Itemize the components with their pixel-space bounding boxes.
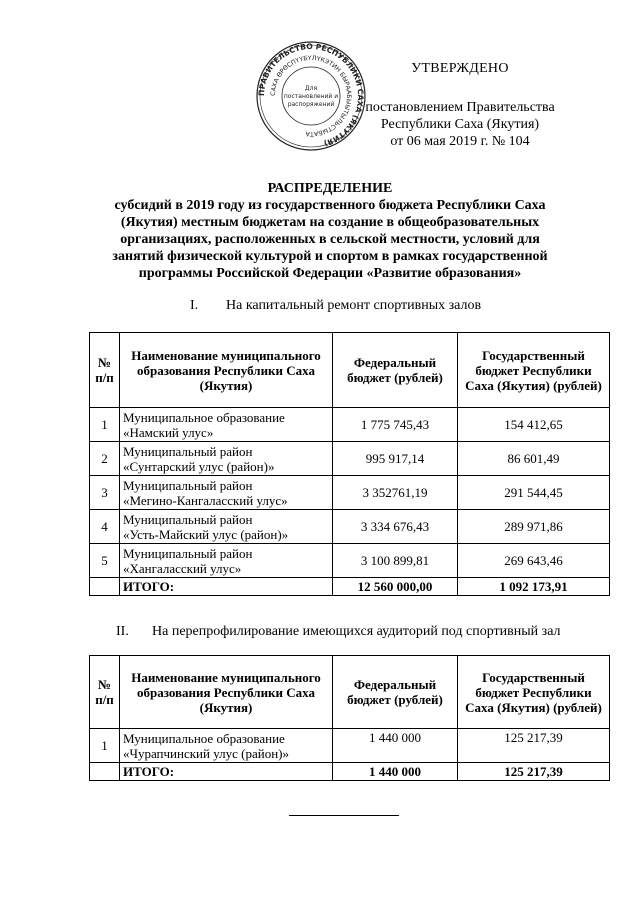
header-cell: Федеральный бюджет (рублей) bbox=[333, 333, 458, 408]
state-amount: 125 217,39 bbox=[458, 729, 610, 763]
row-number: 5 bbox=[90, 544, 120, 578]
approval-title: УТВЕРЖДЕНО bbox=[411, 61, 509, 76]
total-federal: 1 440 000 bbox=[333, 763, 458, 781]
header-cell: Государственный бюджет Республики Саха (Якутия) (рублей) bbox=[458, 333, 610, 408]
title-line: занятий физической культурой и спортом в рамках государственной bbox=[112, 249, 548, 264]
municipality-title: «Хангаласский улус» bbox=[123, 560, 242, 576]
row-number: 1 bbox=[90, 729, 120, 763]
municipality-type: Муниципальный район bbox=[123, 545, 253, 561]
section-number: I. bbox=[190, 298, 199, 313]
title-line: РАСПРЕДЕЛЕНИЕ bbox=[267, 181, 393, 196]
total-label: ИТОГО: bbox=[120, 578, 333, 596]
state-amount: 289 971,86 bbox=[458, 510, 610, 544]
table-header-row bbox=[90, 333, 610, 408]
empty-cell bbox=[90, 763, 120, 781]
approval-line: Республики Саха (Якутия) bbox=[380, 117, 540, 132]
federal-amount: 1 775 745,43 bbox=[333, 408, 458, 442]
section-2-heading bbox=[116, 623, 561, 640]
municipality-type: Муниципальный район bbox=[123, 443, 253, 459]
municipality-name bbox=[120, 544, 333, 578]
state-amount: 154 412,65 bbox=[458, 408, 610, 442]
seal-center-line: распоряжений bbox=[287, 101, 335, 108]
end-divider bbox=[289, 815, 399, 816]
municipality-title: «Усть-Майский улус (район)» bbox=[123, 526, 289, 542]
federal-amount: 3 334 676,43 bbox=[333, 510, 458, 544]
header-cell: Наименование муниципального образования Республики Саха (Якутия) bbox=[120, 656, 333, 729]
table-header-row bbox=[90, 656, 610, 729]
seal-center-line: постановлений и bbox=[283, 93, 339, 100]
table-row bbox=[90, 729, 610, 763]
municipality-name bbox=[120, 442, 333, 476]
table-capital-repair bbox=[89, 332, 610, 596]
federal-amount: 3 352761,19 bbox=[333, 476, 458, 510]
federal-amount: 3 100 899,81 bbox=[333, 544, 458, 578]
municipality-title: «Сунтарский улус (район)» bbox=[123, 458, 275, 474]
municipality-name bbox=[120, 729, 333, 763]
total-row bbox=[90, 578, 610, 596]
approval-line: постановлением Правительства bbox=[365, 100, 555, 115]
header-cell: Федеральный бюджет (рублей) bbox=[333, 656, 458, 729]
total-row bbox=[90, 763, 610, 781]
table-row bbox=[90, 510, 610, 544]
federal-amount: 1 440 000 bbox=[333, 729, 458, 763]
municipality-title: «Намский улус» bbox=[123, 424, 214, 440]
state-amount: 86 601,49 bbox=[458, 442, 610, 476]
total-label: ИТОГО: bbox=[120, 763, 333, 781]
municipality-type: Муниципальный район bbox=[123, 477, 253, 493]
state-amount: 291 544,45 bbox=[458, 476, 610, 510]
section-title: На капитальный ремонт спортивных залов bbox=[226, 298, 482, 313]
section-number: II. bbox=[116, 624, 129, 639]
header-cell: Наименование муниципального образования Республики Саха (Якутия) bbox=[120, 333, 333, 408]
total-state: 125 217,39 bbox=[458, 763, 610, 781]
municipality-name bbox=[120, 476, 333, 510]
municipality-name bbox=[120, 408, 333, 442]
title-line: организациях, расположенных в сельской местности, условий для bbox=[120, 232, 540, 247]
header-cell: № п/п bbox=[90, 333, 120, 408]
federal-amount: 995 917,14 bbox=[333, 442, 458, 476]
municipality-type: Муниципальное образование bbox=[123, 730, 285, 746]
municipality-type: Муниципальный район bbox=[123, 511, 253, 527]
table-row bbox=[90, 408, 610, 442]
title-line: программы Российской Федерации «Развитие образования» bbox=[138, 266, 522, 281]
table-row bbox=[90, 544, 610, 578]
seal-inner-text: САХА ӨРӨСПҮҮБҮЛҮКЭТИН БЫРААБЫЫТЫЛЬСТЫБАТА bbox=[269, 54, 353, 138]
row-number: 3 bbox=[90, 476, 120, 510]
total-federal: 12 560 000,00 bbox=[333, 578, 458, 596]
header-cell: № п/п bbox=[90, 656, 120, 729]
table-row bbox=[90, 442, 610, 476]
seal-center-line: Для bbox=[304, 85, 318, 92]
seal-outer-text: ПРАВИТЕЛЬСТВО РЕСПУБЛИКИ САХА (ЯКУТИЯ) bbox=[256, 41, 366, 149]
approval-line: от 06 мая 2019 г. № 104 bbox=[390, 134, 530, 149]
table-reprofiling bbox=[89, 655, 610, 781]
row-number: 1 bbox=[90, 408, 120, 442]
municipality-type: Муниципальное образование bbox=[123, 409, 285, 425]
table-row bbox=[90, 476, 610, 510]
document-title bbox=[95, 180, 565, 282]
header-cell: Государственный бюджет Республики Саха (Якутия) (рублей) bbox=[458, 656, 610, 729]
section-1-heading bbox=[190, 297, 481, 314]
section-title: На перепрофилирование имеющихся аудиторий под спортивный зал bbox=[152, 624, 561, 639]
state-amount: 269 643,46 bbox=[458, 544, 610, 578]
municipality-name bbox=[120, 510, 333, 544]
title-line: (Якутия) местным бюджетам на создание в общеобразовательных bbox=[120, 215, 540, 230]
approval-block bbox=[350, 60, 570, 150]
title-line: субсидий в 2019 году из государственного бюджета Республики Саха bbox=[114, 198, 546, 213]
municipality-title: «Мегино-Кангаласский улус» bbox=[123, 492, 288, 508]
row-number: 4 bbox=[90, 510, 120, 544]
municipality-title: «Чурапчинский улус (район)» bbox=[123, 745, 289, 761]
empty-cell bbox=[90, 578, 120, 596]
row-number: 2 bbox=[90, 442, 120, 476]
total-state: 1 092 173,91 bbox=[458, 578, 610, 596]
